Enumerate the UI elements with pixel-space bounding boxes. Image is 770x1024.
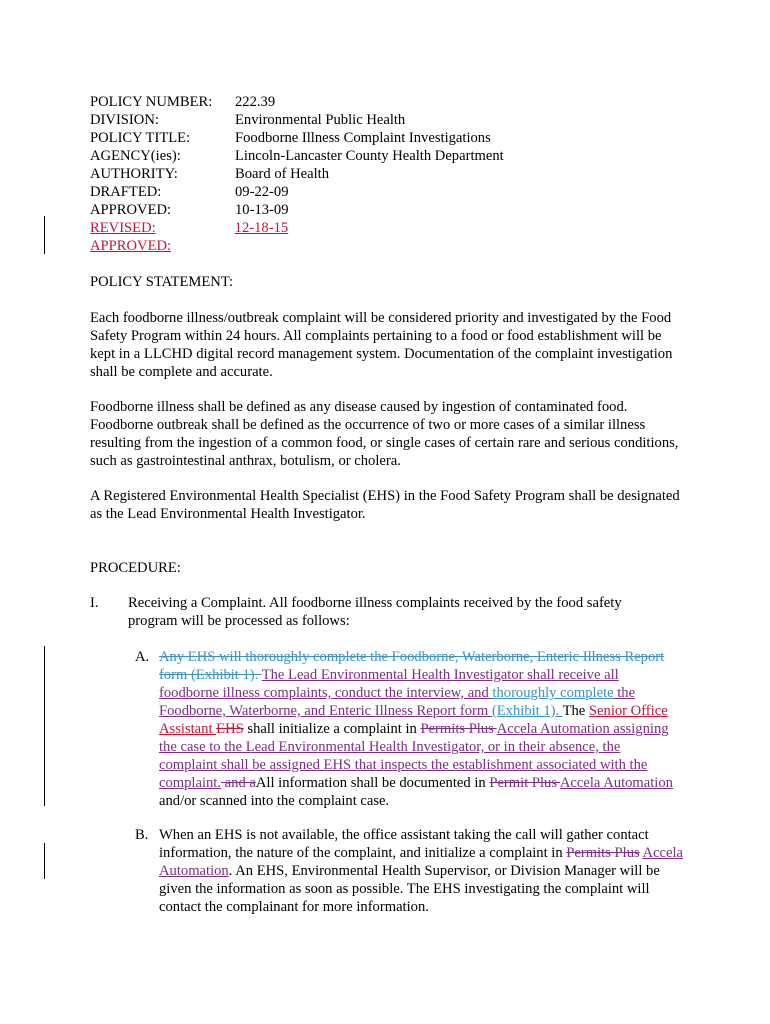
header-label: APPROVED:: [90, 202, 172, 218]
inserted-text: Accela Automation assigning the case to the Lead Environmental Health Investigator, or in their absence, the complaint shall be assigned EHS that inspects the establishment associated with the complaint.: [159, 721, 669, 791]
revised-row: [90, 219, 290, 237]
inserted-text: Senior Office Assistant: [159, 703, 668, 737]
header-value: Lincoln-Lancaster County Health Department: [235, 148, 504, 164]
deleted-text: Any EHS will thoroughly complete the Foodborne, Waterborne, Enteric Illness Report form (Exhibit 1).: [159, 649, 665, 683]
header-label: DRAFTED:: [90, 184, 162, 200]
change-bar: [44, 216, 45, 254]
list-marker: B.: [135, 827, 149, 843]
policy-paragraph: Foodborne illness shall be defined as any disease caused by ingestion of contaminated food. Foodborne outbreak shall be defined as the occurrence of two or more cases of a similar illness resulting from the ingestion of a common food, or single cases of certain rare and serious conditions, such as gastrointestinal anthrax, botulism, or cholera.: [90, 399, 679, 469]
body-text: . An EHS, Environmental Health Supervisor, or Division Manager will be given the information as soon as possible. The EHS investigating the complaint will contact the complainant for more information.: [159, 863, 660, 915]
section-text: Receiving a Complaint. All foodborne illness complaints received by the food safety program will be processed as follows:: [128, 595, 622, 629]
procedure-item-a: [159, 648, 681, 810]
policy-paragraph: A Registered Environmental Health Specialist (EHS) in the Food Safety Program shall be designated as the Lead Environmental Health Investigator.: [90, 488, 680, 522]
inserted-text: Accela Automation: [559, 775, 673, 791]
header-value: 10-13-09: [235, 202, 289, 218]
header-value: Board of Health: [235, 166, 330, 182]
header-value: 222.39: [235, 94, 276, 110]
procedure-item-b: [159, 826, 687, 916]
header-label: AGENCY(ies):: [90, 148, 181, 164]
header-label: AUTHORITY:: [90, 166, 178, 182]
header-value: Foodborne Illness Complaint Investigations: [235, 130, 491, 146]
inserted-text: The Lead Environmental Health Investigator shall receive all foodborne illness complaints, conduct the interview, and: [159, 667, 619, 701]
change-bar: [44, 843, 45, 879]
body-text: shall initialize a complaint in: [243, 721, 421, 737]
header-label: POLICY NUMBER:: [90, 94, 213, 110]
section-number: I.: [90, 595, 99, 611]
moved-text: thoroughly complete: [492, 685, 614, 701]
deleted-text: Permits Plus: [566, 845, 640, 861]
header-label: DIVISION:: [90, 112, 159, 128]
header-value: Environmental Public Health: [235, 112, 406, 128]
body-text: When an EHS is not available, the office assistant taking the call will gather contact information, the nature of the complaint, and initialize a complaint in: [159, 827, 649, 861]
moved-text: (Exhibit 1).: [491, 703, 563, 719]
policy-paragraph: Each foodborne illness/outbreak complaint will be considered priority and investigated by the Food Safety Program within 24 hours. All complaints pertaining to a food or food establishment will be kept in a LLCHD digital record management system. Documentation of the complaint investigation shall be complete and accurate.: [90, 310, 673, 380]
deleted-text: Permit Plus: [489, 775, 560, 791]
header-label: POLICY TITLE:: [90, 130, 191, 146]
section-heading: PROCEDURE:: [90, 560, 181, 576]
inserted-text: Accela Automation: [159, 845, 684, 879]
inserted-text: the Foodborne, Waterborne, and Enteric Illness Report form: [159, 685, 636, 719]
deleted-text: and a: [221, 775, 256, 791]
list-marker: A.: [135, 649, 150, 665]
deleted-text: Permits Plus: [420, 721, 497, 737]
section-heading: POLICY STATEMENT:: [90, 274, 234, 290]
change-bar: [44, 646, 45, 806]
deleted-text: EHS: [216, 721, 244, 737]
body-text: and/or scanned into the complaint case.: [159, 793, 390, 809]
header-label: REVISED:: [90, 220, 156, 236]
body-text: All information shall be documented in: [255, 775, 490, 791]
header-value: 12-18-15: [234, 220, 289, 236]
header-value: 09-22-09: [235, 184, 289, 200]
header-label: APPROVED:: [90, 238, 172, 254]
body-text: The: [562, 703, 589, 719]
